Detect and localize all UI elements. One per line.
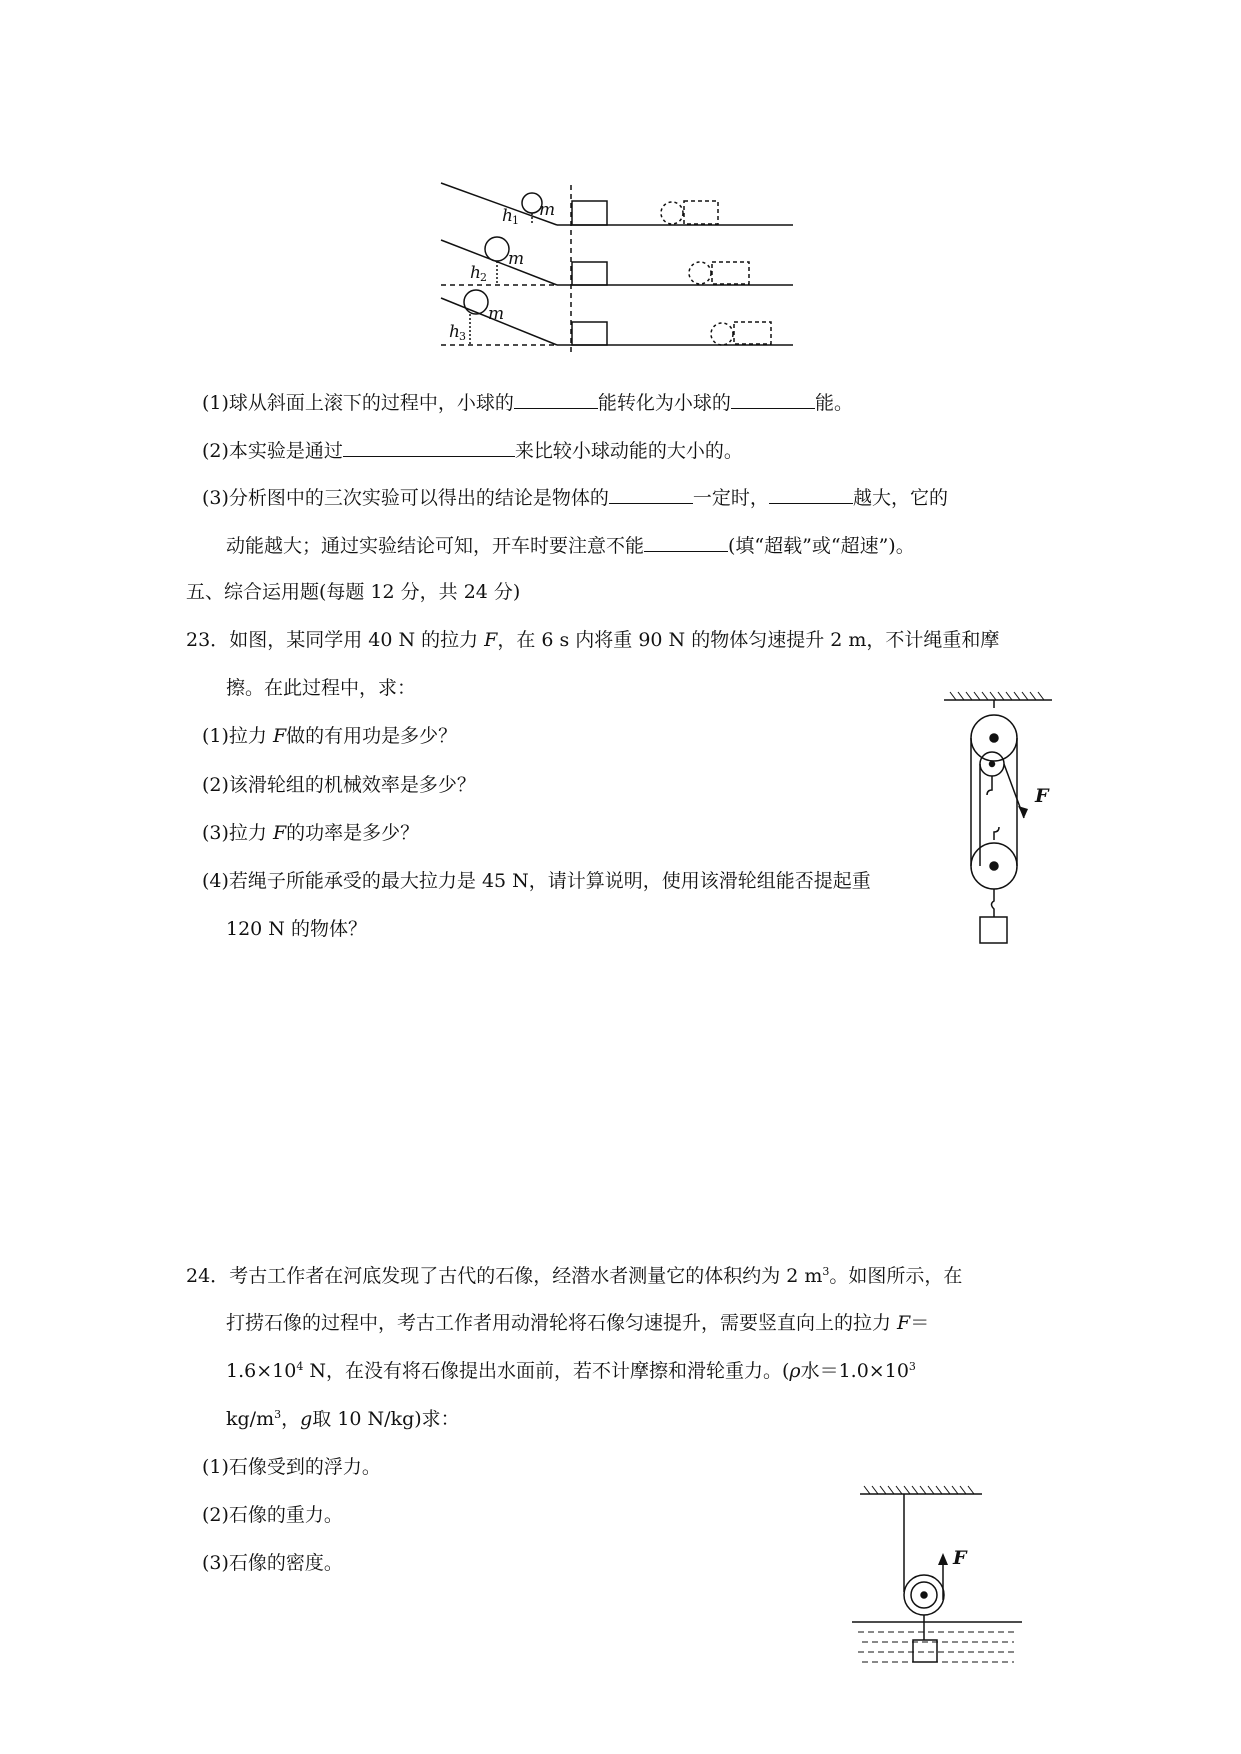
blank[interactable] — [343, 438, 515, 457]
movable-pulley-inner — [911, 1582, 937, 1608]
q23-sub3: (3)拉力 F的功率是多少？ — [202, 822, 420, 844]
q23-stem: 23．如图，某同学用 40 N 的拉力 F，在 6 s 内将重 90 N 的物体匀速提升 2 m，不计绳重和摩 — [186, 629, 1000, 651]
water-lines — [858, 1632, 1018, 1662]
ceiling-hatch — [864, 1486, 974, 1494]
label-h3-sub: 3 — [459, 330, 466, 343]
weight-block — [980, 917, 1007, 943]
movable-pulley-outer — [904, 1575, 944, 1615]
incline-experiment-figure — [0, 0, 1241, 360]
blank[interactable] — [644, 533, 728, 552]
q23-sub1: (1)拉力 F做的有用功是多少？ — [202, 725, 458, 747]
ball-2-final — [689, 262, 711, 284]
force-arrow — [938, 1553, 948, 1565]
block-2-final — [712, 262, 749, 284]
fixed-pulley-large — [971, 715, 1017, 761]
block-1-final — [684, 201, 718, 224]
q22-part3-continued: 动能越大；通过实验结论可知，开车时要注意不能 (填“超载”或“超速”)。 — [226, 535, 915, 557]
block-3-final — [734, 322, 771, 344]
q24-stem-line4: $kg/m^3$，g取 10 N/kg)求： — [226, 1408, 460, 1430]
force-label-F: F — [953, 1547, 967, 1569]
blank[interactable] — [769, 485, 853, 504]
q24-sub2: (2)石像的重力。 — [202, 1504, 343, 1526]
hook — [992, 889, 995, 917]
movable-pulley — [971, 843, 1017, 889]
ball-3 — [464, 290, 488, 314]
q24-sub1: (1)石像受到的浮力。 — [202, 1456, 381, 1478]
label-m-1: m — [539, 200, 556, 220]
q22-part1: (1)球从斜面上滚下的过程中，小球的 能转化为小球的 能。 — [202, 392, 853, 414]
q24-stem-line2: 打捞石像的过程中，考古工作者用动滑轮将石像匀速提升，需要竖直向上的拉力 F＝ — [226, 1312, 930, 1334]
q23-sub4-continued: 120 N 的物体？ — [226, 918, 367, 940]
blank[interactable] — [731, 390, 815, 409]
blank[interactable] — [514, 390, 598, 409]
fixed-pulley-small — [980, 752, 1004, 776]
q23-stem-continued: 擦。在此过程中，求： — [226, 677, 417, 699]
label-h3: h — [449, 322, 460, 342]
ceiling-hatch — [950, 692, 1044, 700]
ball-3-final — [711, 323, 733, 345]
block-3 — [572, 322, 607, 345]
q23-sub2: (2)该滑轮组的机械效率是多少？ — [202, 774, 476, 796]
force-arrow — [1018, 806, 1028, 818]
blank[interactable] — [609, 485, 693, 504]
label-h1-sub: 1 — [512, 214, 519, 227]
ball-1-final — [661, 202, 683, 224]
q24-stem: 24．考古工作者在河底发现了古代的石像，经潜水者测量它的体积约为 2 $m^3$。如图所示，在 — [186, 1265, 963, 1287]
rope-free-end — [1004, 764, 1024, 818]
q22-part2: (2)本实验是通过 来比较小球动能的大小的。 — [202, 440, 743, 462]
block-1 — [572, 201, 607, 225]
q24-stem-line3: $1.6\times 10^4$ N，在没有将石像提出水面前，若不计摩擦和滑轮重力。(ρ水$=1.0\times 10^3$ — [226, 1360, 916, 1382]
label-m-3: m — [488, 304, 505, 324]
incline-2 — [441, 240, 557, 285]
label-h1: h — [502, 206, 513, 226]
label-m-2: m — [508, 249, 525, 269]
section-5-heading: 五、综合运用题(每题 12 分，共 24 分) — [186, 581, 521, 603]
q23-sub4: (4)若绳子所能承受的最大拉力是 45 N，请计算说明，使用该滑轮组能否提起重 — [202, 870, 871, 892]
force-label-F: F — [1035, 785, 1049, 807]
label-h2-sub: 2 — [480, 271, 487, 284]
ball-2 — [485, 237, 509, 261]
label-h2: h — [470, 263, 481, 283]
stone-statue — [913, 1640, 937, 1662]
q24-sub3: (3)石像的密度。 — [202, 1552, 343, 1574]
block-2 — [572, 262, 607, 285]
q22-part3: (3)分析图中的三次实验可以得出的结论是物体的 一定时， 越大，它的 — [202, 487, 948, 509]
